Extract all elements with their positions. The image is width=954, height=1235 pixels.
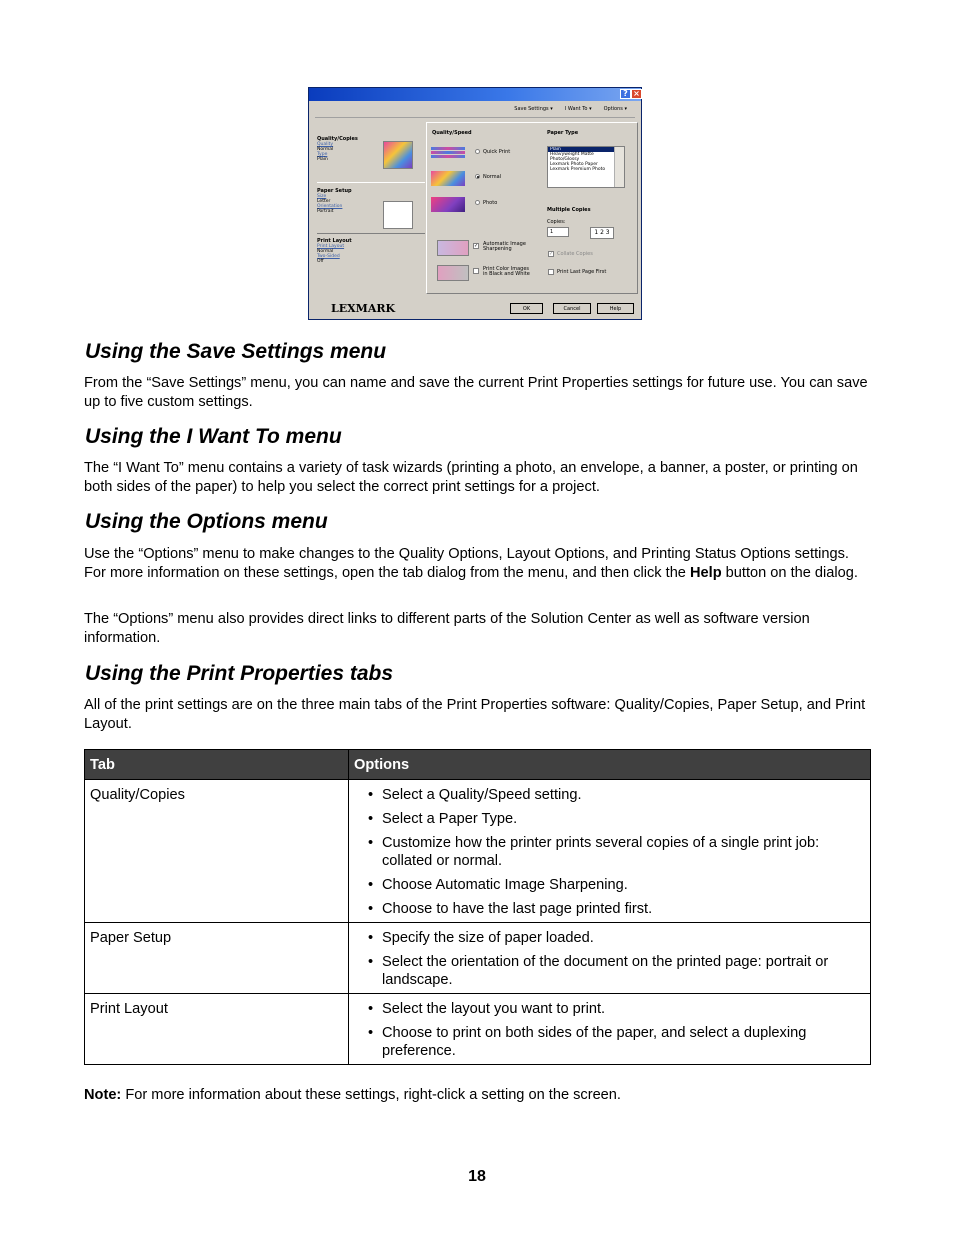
- page-number: 18: [468, 1168, 486, 1185]
- document-page-icon: [383, 201, 413, 229]
- lexmark-logo: LEXMARK: [331, 302, 396, 315]
- paper-type-scrollbar[interactable]: [614, 147, 624, 187]
- option-item: • Select a Quality/Speed setting.: [368, 786, 865, 804]
- table-row: [85, 780, 871, 923]
- multiple-copies-group-title: Multiple Copies: [547, 207, 591, 213]
- paper-type-list[interactable]: [547, 146, 625, 188]
- photo-quality-label: Photo: [483, 200, 498, 206]
- paper-type-item[interactable]: Heavyweight Matte: [550, 152, 594, 157]
- heading-print-properties-tabs: Using the Print Properties tabs: [85, 662, 394, 685]
- paper-type-item[interactable]: Plain: [548, 147, 624, 152]
- paper-type-item[interactable]: Photo/Glossy: [550, 157, 580, 162]
- tab-title: Paper Setup: [317, 188, 352, 194]
- options-text-c: button on the dialog.: [721, 565, 858, 581]
- field-label: Type: [317, 152, 328, 157]
- tab-print-layout[interactable]: [317, 238, 425, 282]
- cancel-button[interactable]: Cancel: [553, 303, 591, 314]
- field-label: Orientation: [317, 204, 343, 209]
- table-header-row: [85, 750, 871, 780]
- option-item: • Specify the size of paper loaded.: [368, 929, 865, 947]
- option-item: • Choose to print on both sides of the paper, and select a duplexing preference.: [368, 1024, 865, 1060]
- dialog-menubar: [514, 106, 627, 112]
- menu-options[interactable]: Options ▾: [603, 106, 627, 112]
- field-value: Normal: [317, 147, 334, 152]
- close-title-button[interactable]: ×: [631, 89, 642, 99]
- note-label: Note:: [84, 1087, 122, 1103]
- help-title-button[interactable]: ?: [620, 89, 631, 99]
- table-row: [85, 923, 871, 994]
- field-value: Normal: [317, 249, 334, 254]
- sharpening-checkbox[interactable]: ✓: [474, 243, 479, 249]
- print-last-page-first-label: Print Last Page First: [557, 269, 607, 275]
- collate-copies-label: Collate Copies: [557, 251, 593, 257]
- field-label: Two-Sided: [317, 254, 340, 259]
- options-text-a: Use the “Options” menu to make changes to the Quality Options, Layout Options, and Printing Status Options settings. For more information on these settings, open the tab dialog from the menu, and then click the: [84, 546, 849, 581]
- normal-quality-icon: [431, 171, 465, 186]
- photo-thumbnail-icon: [383, 141, 413, 169]
- paragraph-options-2: The “Options” menu also provides direct links to different parts of the Solution Center as well as software version information.: [84, 611, 810, 646]
- sharpening-label: Automatic Image Sharpening: [483, 241, 526, 252]
- field-label: Print Layout: [317, 244, 345, 249]
- option-item: • Select the layout you want to print.: [368, 1000, 865, 1018]
- paragraph-options-1: [84, 545, 874, 583]
- quality-copies-panel: [426, 122, 638, 294]
- paper-type-item[interactable]: Lexmark Premium Photo: [550, 167, 606, 172]
- black-white-icon: [437, 265, 469, 281]
- option-item: • Customize how the printer prints several copies of a single print job: collated or normal.: [368, 834, 865, 870]
- tab-title: Print Layout: [317, 238, 352, 244]
- help-bold-text: Help: [689, 565, 722, 581]
- quick-print-icon: [431, 147, 465, 162]
- print-last-page-first-checkbox[interactable]: [548, 269, 554, 275]
- heading-options: Using the Options menu: [85, 510, 328, 533]
- menu-i-want-to[interactable]: I Want To ▾: [564, 106, 592, 112]
- field-label: Size: [317, 194, 327, 199]
- ok-button[interactable]: OK: [510, 303, 543, 314]
- note-paragraph: [84, 1087, 621, 1103]
- dialog-title-bar: [309, 88, 641, 101]
- copies-label: Copies:: [547, 219, 566, 225]
- tab-quality-copies[interactable]: [317, 136, 425, 180]
- note-text: For more information about these settings, right-click a setting on the screen.: [121, 1087, 621, 1103]
- tab-cell: Paper Setup: [85, 923, 349, 994]
- paper-type-item[interactable]: Lexmark Photo Paper: [550, 162, 598, 167]
- field-value: Off: [317, 259, 324, 264]
- tab-title: Quality/Copies: [317, 136, 358, 142]
- collate-copies-checkbox[interactable]: ✓: [549, 251, 554, 257]
- heading-i-want-to: Using the I Want To menu: [85, 425, 342, 448]
- collate-pages-icon: 1 2 3: [590, 227, 614, 239]
- black-white-checkbox[interactable]: [473, 268, 479, 274]
- tab-list: [317, 128, 427, 286]
- options-cell: [349, 780, 871, 923]
- help-button[interactable]: Help: [597, 303, 634, 314]
- paragraph-save-settings: From the “Save Settings” menu, you can name and save the current Print Properties settings for future use. You can save up to five custom settings.: [84, 375, 868, 410]
- tabs-options-table: [84, 749, 871, 1065]
- field-value: Portrait: [317, 209, 334, 214]
- copies-spinner[interactable]: 1: [547, 227, 569, 237]
- black-white-label: Print Color Images in Black and White: [483, 266, 530, 277]
- quick-print-radio[interactable]: [475, 149, 480, 154]
- tab-cell: Quality/Copies: [85, 780, 349, 923]
- print-properties-dialog: [308, 87, 642, 320]
- option-item: • Select the orientation of the document on the printed page: portrait or landscape.: [368, 953, 865, 989]
- header-options: Options: [349, 750, 871, 780]
- paragraph-print-properties-tabs: All of the print settings are on the three main tabs of the Print Properties software: Quality/Copies, Paper Setup, and Print Layout.: [84, 697, 866, 732]
- paper-type-group-title: Paper Type: [547, 130, 579, 136]
- option-item: • Select a Paper Type.: [368, 810, 865, 828]
- field-value: Plain: [317, 157, 328, 162]
- photo-quality-icon: [431, 197, 465, 212]
- normal-quality-radio[interactable]: [475, 174, 480, 179]
- sharpening-icon: [437, 240, 469, 256]
- photo-quality-radio[interactable]: [475, 200, 480, 205]
- paragraph-i-want-to: The “I Want To” menu contains a variety of task wizards (printing a photo, an envelope, a banner, a poster, or printing on both sides of the paper) to help you select the correct print settings for a project.: [84, 460, 858, 495]
- quality-speed-group-title: Quality/Speed: [432, 130, 472, 136]
- header-tab: Tab: [85, 750, 349, 780]
- heading-save-settings: Using the Save Settings menu: [85, 340, 387, 363]
- tab-paper-setup[interactable]: [317, 182, 425, 234]
- options-cell: [349, 923, 871, 994]
- options-cell: [349, 994, 871, 1065]
- quick-print-label: Quick Print: [483, 149, 511, 155]
- option-item: • Choose Automatic Image Sharpening.: [368, 876, 865, 894]
- menu-separator: [315, 117, 635, 118]
- field-value: Letter: [317, 199, 331, 204]
- menu-save-settings[interactable]: Save Settings ▾: [514, 106, 553, 112]
- field-label: Quality: [317, 142, 334, 147]
- option-item: • Choose to have the last page printed first.: [368, 900, 865, 918]
- tab-cell: Print Layout: [85, 994, 349, 1065]
- normal-quality-label: Normal: [483, 174, 502, 180]
- table-row: [85, 994, 871, 1065]
